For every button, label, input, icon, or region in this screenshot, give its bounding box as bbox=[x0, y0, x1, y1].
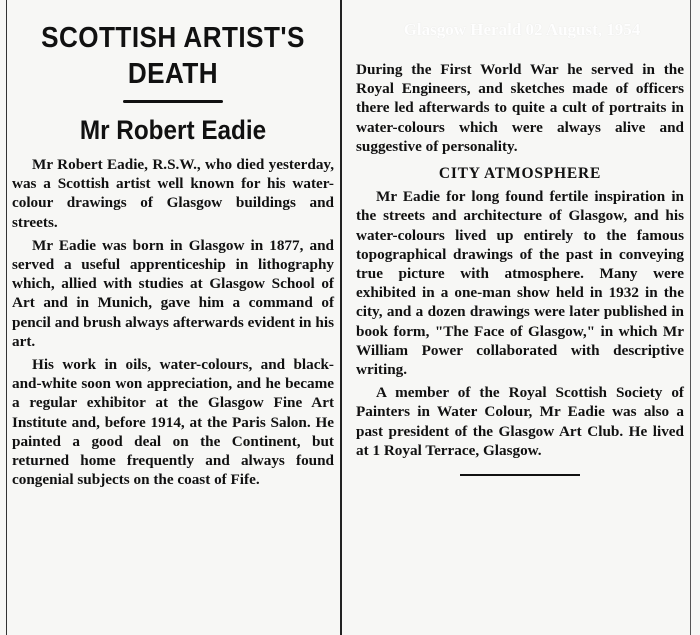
article-paragraph: Mr Robert Eadie, R.S.W., who died yesterday, was a Scottish artist well known for his water-colour drawings of Glasgow buildings and streets. bbox=[12, 156, 334, 231]
subheadline: Mr Robert Eadie bbox=[79, 115, 267, 145]
article-paragraph: A member of the Royal Scottish Society of Painters in Water Colour, Mr Eadie was also a past president of the Glasgow Art Club. He lived at 1 Royal Terrace, Glasgow. bbox=[356, 384, 684, 459]
source-caption: Glasgow Herald 02 August, 1954 bbox=[403, 20, 641, 39]
article-paragraph: Mr Eadie was born in Glasgow in 1877, and served a useful apprenticeship in lithography which, allied with studies at Glasgow School of Art and in Munich, gave him a command of pencil and brush always afterwards evident in his art. bbox=[12, 236, 334, 350]
column-rule-middle bbox=[340, 0, 342, 635]
headline-divider bbox=[123, 100, 223, 103]
column-rule-right bbox=[690, 0, 691, 635]
article-paragraph: During the First World War he served in the Royal Engineers, and sketches made of officers there led afterwards to quite a cult of portraits in water-colours which were always alive and suggestive of personality. bbox=[356, 61, 684, 155]
headline-line-2: DEATH bbox=[127, 58, 219, 90]
headline-line-1: SCOTTISH ARTIST'S bbox=[41, 22, 305, 54]
headline bbox=[28, 20, 318, 92]
article-column-left bbox=[12, 0, 334, 489]
end-divider bbox=[460, 474, 580, 476]
article-paragraph: Mr Eadie for long found fertile inspiration in the streets and architecture of Glasgow, and his water-colours lived up entirely to the famous topographical drawings of the past in conveying true picture with atmosphere. Many were exhibited in a one-man show held in 1932 in the city, and a dozen drawings were later published in book form, "The Face of Glasgow," in which Mr William Power collaborated with descriptive writing. bbox=[356, 188, 684, 379]
article-paragraph: His work in oils, water-colours, and black-and-white soon won appreciation, and he became a regular exhibitor at the Glasgow Fine Art Institute and, before 1914, at the Paris Salon. He painted a good deal on the Continent, but returned home frequently and always found congenial subjects on the coast of Fife. bbox=[12, 356, 334, 489]
section-heading: CITY ATMOSPHERE bbox=[438, 165, 602, 183]
column-rule-left bbox=[6, 0, 7, 635]
article-column-right bbox=[356, 60, 684, 476]
